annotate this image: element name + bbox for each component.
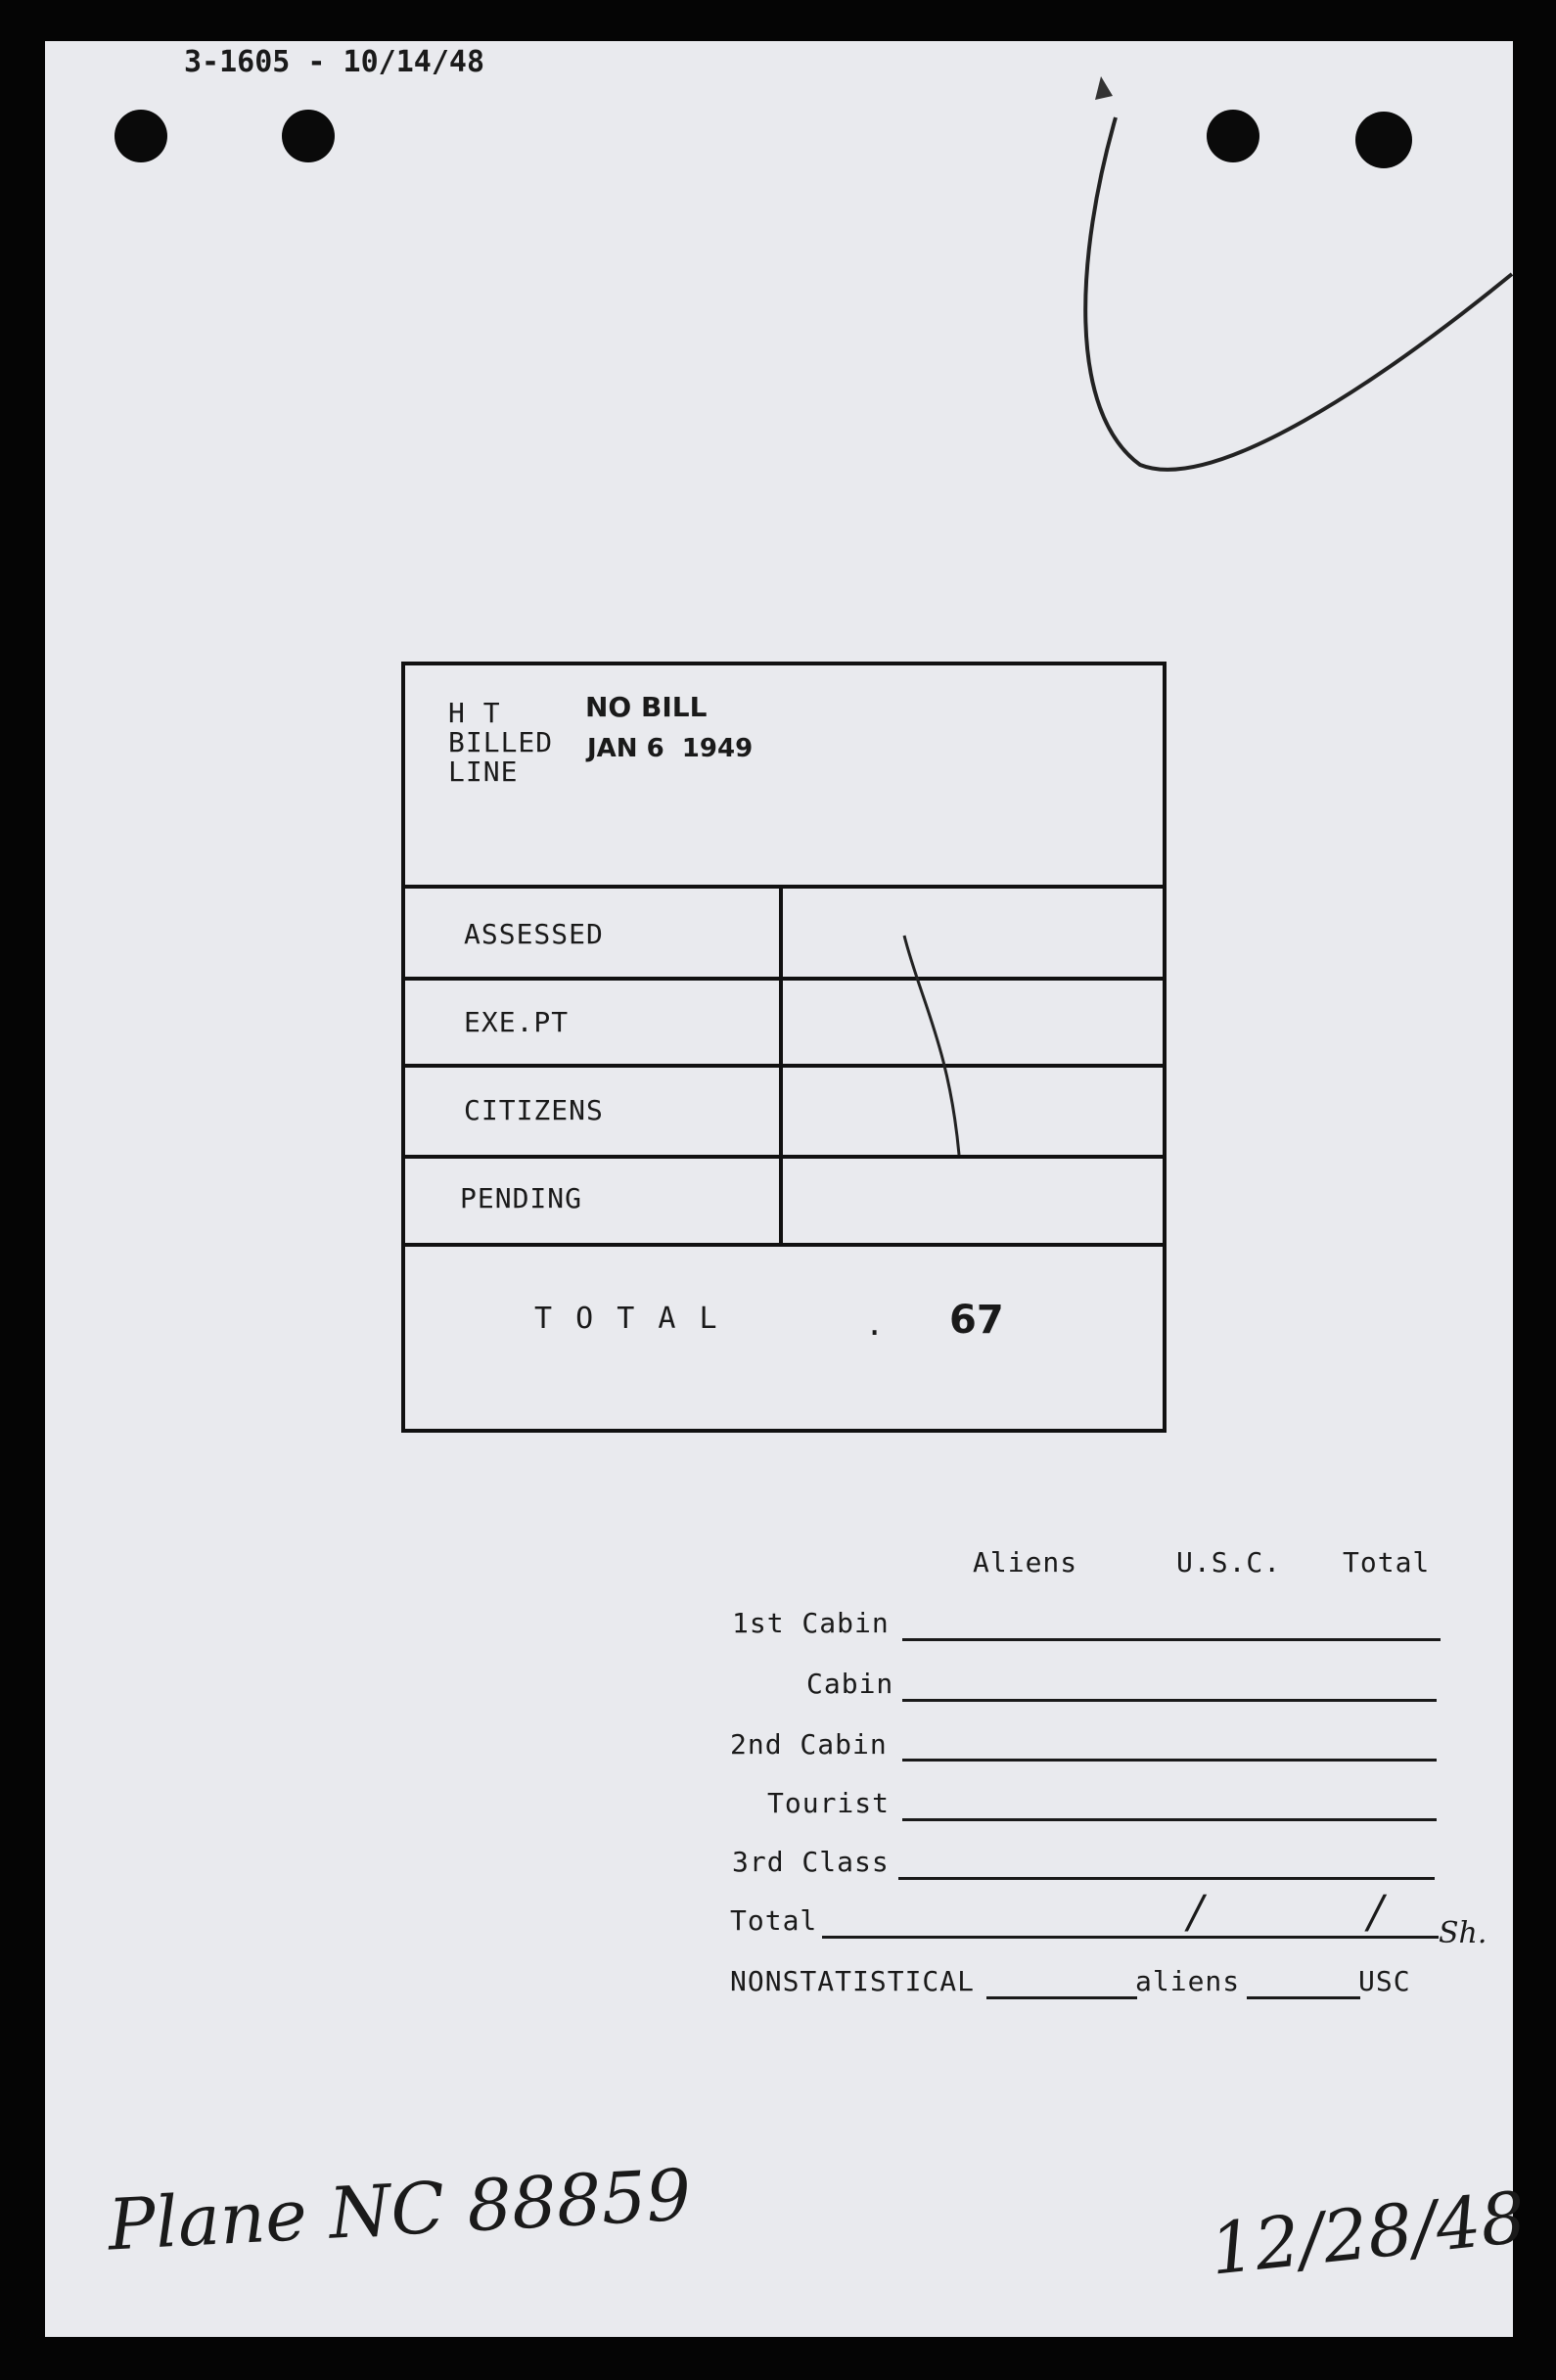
total-label: T O T A L xyxy=(534,1302,720,1336)
total-value: 67 xyxy=(949,1298,1004,1343)
file-reference: 3-1605 - 10/14/48 xyxy=(184,45,485,79)
fill-line xyxy=(986,1996,1137,1999)
class-row-3rd-class: 3rd Class xyxy=(732,1846,890,1878)
handwritten-tally-usc: / xyxy=(1368,1885,1384,1938)
fill-line xyxy=(898,1877,1435,1880)
punch-hole xyxy=(282,110,335,162)
stamp-status: NO BILL xyxy=(585,691,708,723)
handwritten-tally-aliens: / xyxy=(1188,1885,1204,1938)
row-citizens: CITIZENS xyxy=(464,1094,604,1126)
pen-stroke-mark xyxy=(1057,59,1517,489)
box-column-divider xyxy=(779,887,783,1243)
fill-line xyxy=(902,1638,1441,1641)
handwritten-initials: Sh. xyxy=(1439,1916,1487,1950)
stamp-date: JAN 6 1949 xyxy=(587,734,754,763)
nonstatistical-aliens-label: aliens xyxy=(1135,1965,1241,1997)
handwritten-plane-number: Plane NC 88859 xyxy=(106,2153,694,2266)
header-aliens: Aliens xyxy=(973,1546,1078,1579)
stamp-label-ht: H T xyxy=(448,697,501,729)
box-divider xyxy=(405,1064,1165,1068)
header-total: Total xyxy=(1343,1546,1431,1579)
class-row-1st-cabin: 1st Cabin xyxy=(732,1607,890,1639)
stamp-label-billed: BILLED xyxy=(448,726,554,758)
row-pending: PENDING xyxy=(460,1182,583,1214)
stamp-labels xyxy=(448,699,553,787)
row-exempt: EXE.PT xyxy=(464,1006,570,1038)
fill-line xyxy=(902,1759,1437,1762)
class-row-tourist: Tourist xyxy=(767,1787,891,1819)
fill-line xyxy=(902,1699,1437,1702)
nonstatistical-usc-label: USC xyxy=(1358,1965,1411,1997)
fill-line xyxy=(902,1818,1437,1821)
box-divider xyxy=(405,1243,1165,1247)
box-divider xyxy=(405,1155,1165,1159)
class-row-2nd-cabin: 2nd Cabin xyxy=(730,1728,888,1761)
nonstatistical-label: NONSTATISTICAL xyxy=(730,1965,976,1997)
stamp-label-line: LINE xyxy=(448,755,519,788)
pen-slash-mark xyxy=(891,930,979,1165)
box-divider xyxy=(405,977,1165,981)
header-usc: U.S.C. xyxy=(1176,1546,1282,1579)
box-divider xyxy=(405,885,1165,889)
handwritten-date: 12/28/48 xyxy=(1206,2175,1530,2291)
punch-hole xyxy=(114,110,167,162)
class-row-cabin: Cabin xyxy=(806,1668,894,1700)
fill-line xyxy=(1247,1996,1360,1999)
row-assessed: ASSESSED xyxy=(464,918,604,950)
fill-line xyxy=(822,1936,1439,1939)
class-row-total: Total xyxy=(730,1904,818,1937)
total-dot: . xyxy=(865,1305,885,1343)
